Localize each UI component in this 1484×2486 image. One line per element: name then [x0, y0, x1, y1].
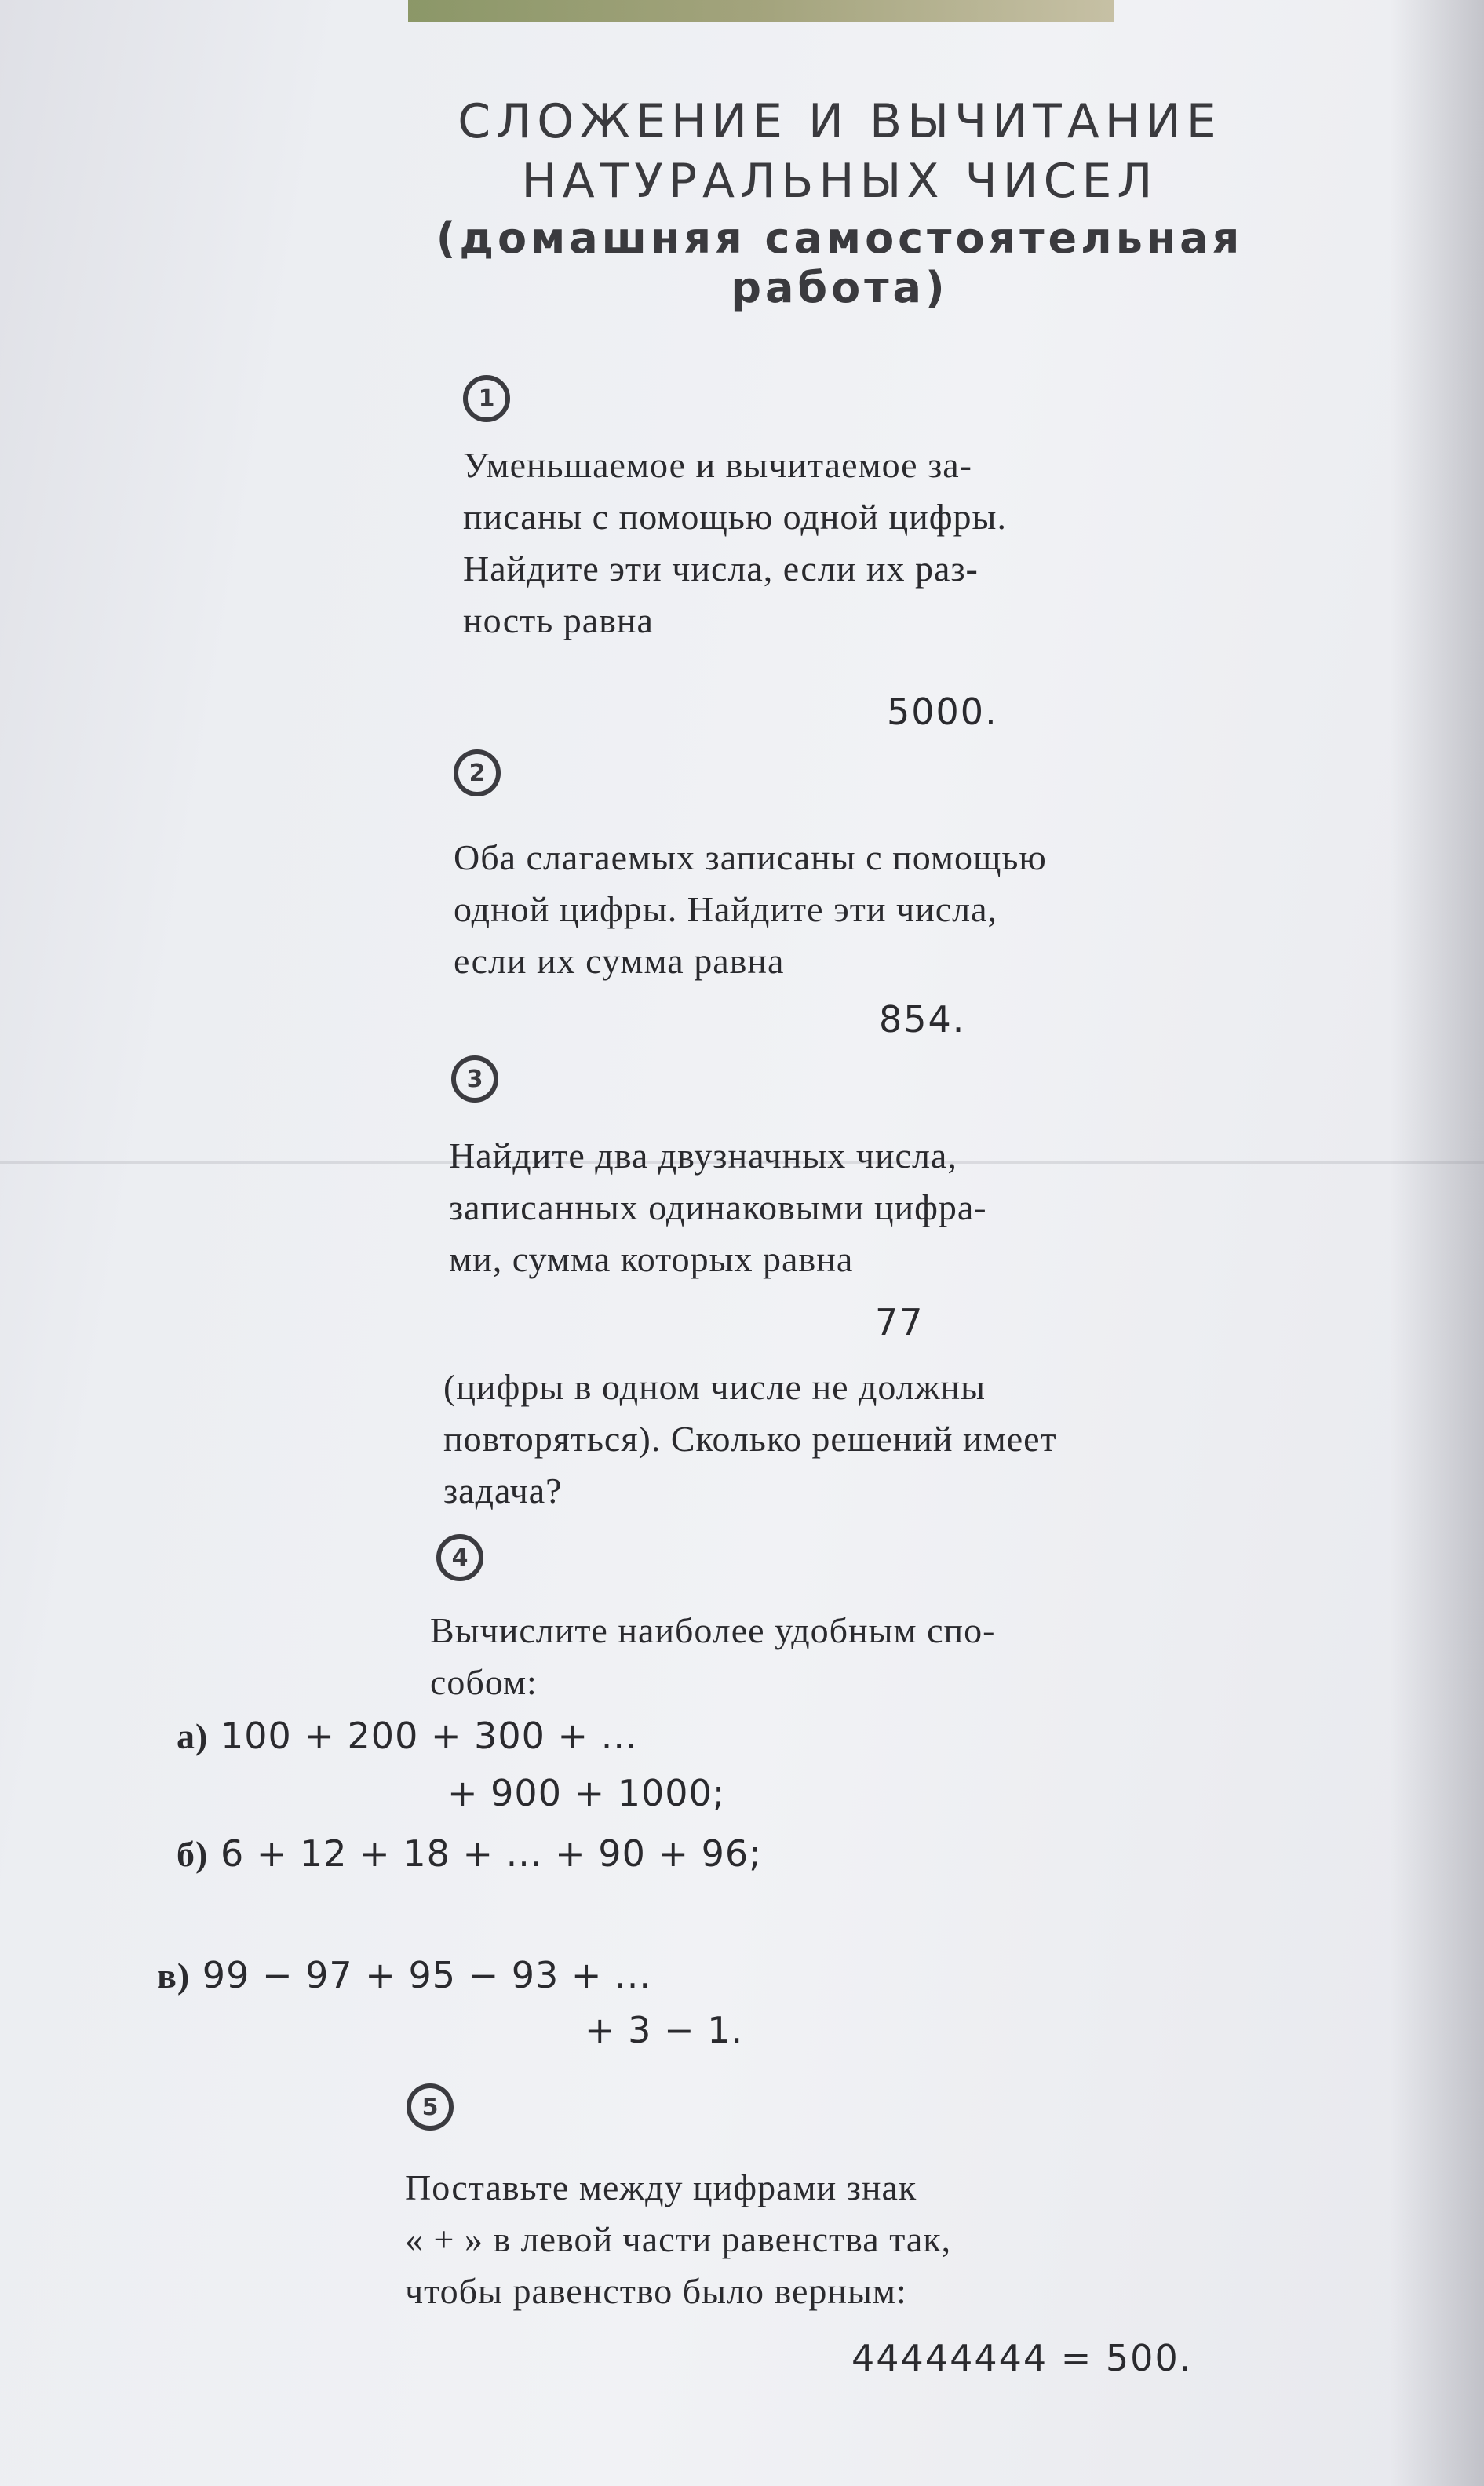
- task-5-text: [405, 2162, 951, 2317]
- task-line: чтобы равенство было верным:: [405, 2271, 907, 2311]
- task-line: ность равна: [463, 600, 654, 640]
- task-4c-line-2: + 3 − 1.: [585, 2009, 744, 2051]
- item-label: а): [177, 1716, 209, 1756]
- task-line: одной цифры. Найдите эти числа,: [454, 889, 998, 929]
- task-1-value: 5000.: [887, 691, 998, 733]
- task-line: если их сумма равна: [454, 941, 785, 981]
- task-line: Поставьте между цифрами знак: [405, 2167, 917, 2207]
- expression: 100 + 200 + 300 + ...: [220, 1715, 638, 1757]
- task-line: записанных одинаковыми цифра-: [449, 1187, 987, 1227]
- task-line: Вычислите наиболее удобным спо-: [430, 1610, 996, 1650]
- task-3-value: 77: [875, 1301, 924, 1343]
- task-4c-line-1: [157, 1954, 651, 1996]
- task-4a-line-2: + 900 + 1000;: [447, 1772, 726, 1814]
- expression: 6 + 12 + 18 + ... + 90 + 96;: [220, 1832, 762, 1875]
- task-3-number-badge: 3: [451, 1055, 498, 1103]
- task-line: Найдите два двузначных числа,: [449, 1135, 957, 1176]
- task-line: собом:: [430, 1662, 538, 1702]
- item-label: б): [177, 1834, 209, 1874]
- page-edge-shadow: [1390, 0, 1484, 2486]
- title-line-1: СЛОЖЕНИЕ И ВЫЧИТАНИЕ: [458, 94, 1222, 149]
- task-4b-line-1: [177, 1832, 762, 1875]
- task-4-text: [430, 1605, 995, 1708]
- subtitle: (домашняя самостоятельная работа): [436, 213, 1244, 312]
- task-4-number-badge: 4: [436, 1534, 483, 1581]
- task-2-value: 854.: [879, 998, 966, 1041]
- task-3-text: [449, 1130, 987, 1285]
- task-line: задача?: [443, 1471, 563, 1511]
- title-line-2: НАТУРАЛЬНЫХ ЧИСЕЛ: [521, 154, 1158, 209]
- task-2-text: [454, 832, 1047, 987]
- task-line: Уменьшаемое и вычитаемое за-: [463, 445, 972, 485]
- expression: 99 − 97 + 95 − 93 + ...: [202, 1954, 651, 1996]
- task-line: ми, сумма которых равна: [449, 1239, 854, 1279]
- task-5-number-badge: 5: [407, 2083, 454, 2131]
- task-4a-line-1: [177, 1715, 638, 1757]
- task-line: « + » в левой части равенства так,: [405, 2219, 952, 2259]
- item-label: в): [157, 1956, 191, 1996]
- task-line: Оба слагаемых записаны с помощью: [454, 837, 1047, 877]
- task-line: (цифры в одном числе не должны: [443, 1367, 986, 1407]
- task-line: повторяться). Сколько решений имеет: [443, 1419, 1057, 1459]
- task-1-number-badge: 1: [463, 375, 510, 422]
- page-title: [330, 94, 1350, 312]
- task-line: писаны с помощью одной цифры.: [463, 497, 1007, 537]
- task-1-text: [463, 439, 1007, 647]
- task-line: Найдите эти числа, если их раз-: [463, 549, 979, 589]
- background-strip: [408, 0, 1114, 22]
- task-3-text-after: [443, 1361, 1057, 1517]
- task-5-value: 44444444 = 500.: [851, 2337, 1193, 2379]
- task-2-number-badge: 2: [454, 749, 501, 796]
